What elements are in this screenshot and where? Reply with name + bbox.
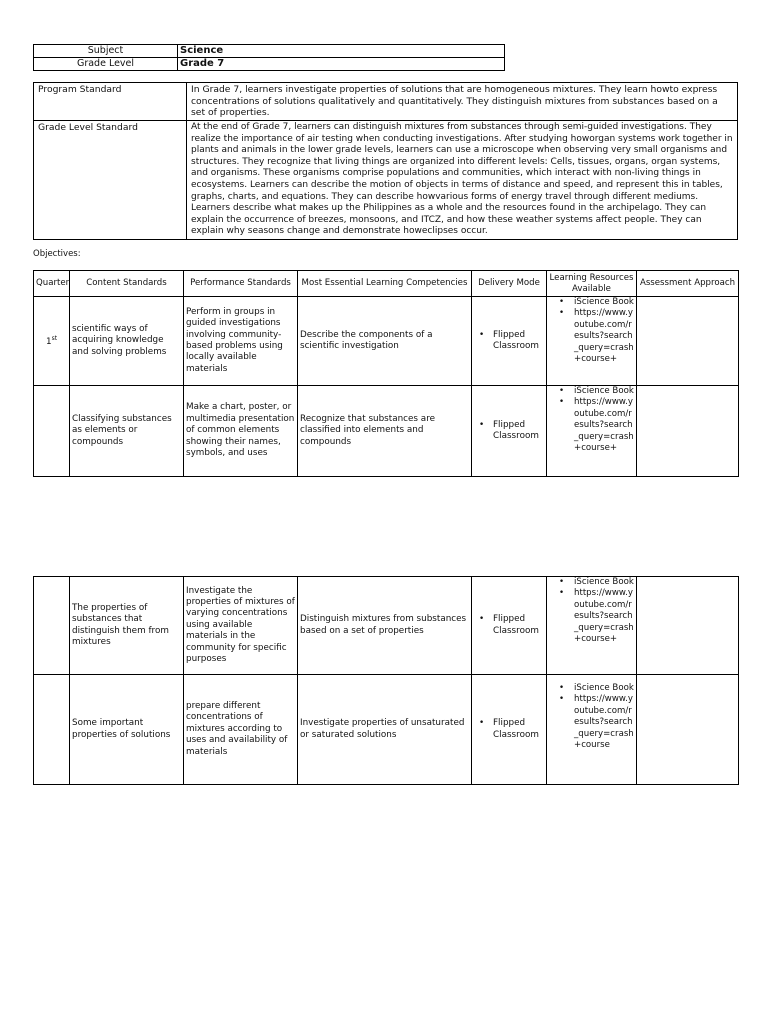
header-quarter: Quarter [34, 271, 70, 297]
resource-book: • iScience Book [574, 683, 634, 694]
grade-level-standard-row [34, 121, 738, 240]
content-standard-cell: The properties of substances that distinguish them from mixtures [70, 577, 184, 675]
resources-list [549, 683, 634, 751]
grade-level-standard-label: Grade Level Standard [34, 121, 187, 240]
quarter-suffix: st [51, 335, 58, 343]
resource-book: • iScience Book [574, 577, 634, 588]
header-performance-standards: Performance Standards [184, 271, 298, 297]
grade-level-row [34, 58, 505, 71]
grade-level-label: Grade Level [34, 58, 178, 71]
header-delivery-mode: Delivery Mode [472, 271, 547, 297]
program-standard-label: Program Standard [34, 83, 187, 121]
delivery-mode-item: • Flipped Classroom [474, 718, 544, 741]
assessment-approach-cell [637, 297, 739, 386]
resource-link[interactable]: • https://www.youtube.com/results?search_query=crash+course+ [574, 397, 634, 454]
melc-cell: Recognize that substances are classified into elements and compounds [298, 386, 472, 477]
table-row [34, 675, 739, 785]
learning-resources-cell [547, 675, 637, 785]
objectives-table-continued [33, 576, 739, 785]
delivery-mode-cell [472, 297, 547, 386]
quarter-cell [34, 297, 70, 386]
objectives-label: Objectives: [33, 249, 81, 259]
resources-list [549, 386, 634, 454]
header-learning-resources: Learning Resources Available [547, 271, 637, 297]
resources-list [549, 577, 634, 645]
resource-book: • iScience Book [574, 386, 634, 397]
table-row [34, 577, 739, 675]
program-standard-text: In Grade 7, learners investigate properties of solutions that are homogeneous mixtures. They learn howto express concentrations of solutions qualitatively and quantitatively. They distinguish mixtures from substances based on a set of properties. [187, 83, 738, 121]
delivery-mode-item: • Flipped Classroom [474, 614, 544, 637]
performance-standard-cell: Perform in groups in guided investigations involving community-based problems using locally available materials [184, 297, 298, 386]
quarter-cell [34, 386, 70, 477]
assessment-approach-cell [637, 386, 739, 477]
delivery-mode-cell [472, 577, 547, 675]
content-standard-cell [70, 297, 184, 386]
learning-resources-cell [547, 297, 637, 386]
content-standard-cell: Some important properties of solutions [70, 675, 184, 785]
quarter-value: 1 [45, 337, 52, 348]
resource-link[interactable]: • https://www.youtube.com/results?search_query=crash+course+ [574, 308, 634, 365]
grade-level-value: Grade 7 [178, 58, 505, 71]
header-assessment-approach: Assessment Approach [637, 271, 739, 297]
content-standard-text: scientific ways of acquiring knowledge and solving problems [72, 323, 167, 357]
resource-link[interactable]: • https://www.youtube.com/results?search_query=crash+course [574, 694, 634, 751]
resource-link[interactable]: • https://www.youtube.com/results?search_query=crash+course+ [574, 588, 634, 645]
content-standard-cell: Classifying substances as elements or compounds [70, 386, 184, 477]
subject-grade-table [33, 44, 505, 71]
table-row [34, 386, 739, 477]
resources-list [549, 297, 634, 365]
standards-table [33, 82, 738, 240]
assessment-approach-cell [637, 577, 739, 675]
subject-row [34, 45, 505, 58]
header-melc: Most Essential Learning Competencies [298, 271, 472, 297]
quarter-cell [34, 675, 70, 785]
header-content-standards: Content Standards [70, 271, 184, 297]
learning-resources-cell [547, 386, 637, 477]
performance-standard-cell: Make a chart, poster, or multimedia presentation of common elements showing their names, symbols, and uses [184, 386, 298, 477]
melc-cell: Distinguish mixtures from substances based on a set of properties [298, 577, 472, 675]
performance-standard-cell: prepare different concentrations of mixtures according to uses and availability of materials [184, 675, 298, 785]
program-standard-row [34, 83, 738, 121]
grade-level-standard-text: At the end of Grade 7, learners can distinguish mixtures from substances through semi-guided investigations. They realize the importance of air testing when conducting investigations. After studying howorgan systems work together in plants and animals in the lower grade levels, learners can use a microscope when observing very small organisms and structures. They recognize that living things are organized into different levels: Cells, tissues, organs, organ systems, and organisms. These organisms comprise populations and communities, which interact with non-living things in ecosystems. Learners can describe the motion of objects in terms of distance and speed, and represent this in tables, graphs, charts, and equations. They can describe howvarious forms of energy travel through different mediums. Learners describe what makes up the Philippines as a whole and the resources found in the archipelago. They can explain the occurrence of breezes, monsoons, and ITCZ, and how these weather systems affect people. They can explain why seasons change and demonstrate howeclipses occur. [187, 121, 738, 240]
objectives-table [33, 270, 739, 477]
learning-resources-cell [547, 577, 637, 675]
delivery-mode-cell [472, 675, 547, 785]
delivery-mode-item: • Flipped Classroom [474, 330, 544, 353]
table-header-row [34, 271, 739, 297]
resource-book: • iScience Book [574, 297, 634, 308]
delivery-mode-cell [472, 386, 547, 477]
subject-value: Science [178, 45, 505, 58]
melc-cell: Investigate properties of unsaturated or saturated solutions [298, 675, 472, 785]
performance-standard-cell: Investigate the properties of mixtures of varying concentrations using available materials in the community for specific purposes [184, 577, 298, 675]
subject-label: Subject [34, 45, 178, 58]
table-row [34, 297, 739, 386]
assessment-approach-cell [637, 675, 739, 785]
melc-cell: Describe the components of a scientific investigation [298, 297, 472, 386]
quarter-cell [34, 577, 70, 675]
delivery-mode-item: • Flipped Classroom [474, 420, 544, 443]
